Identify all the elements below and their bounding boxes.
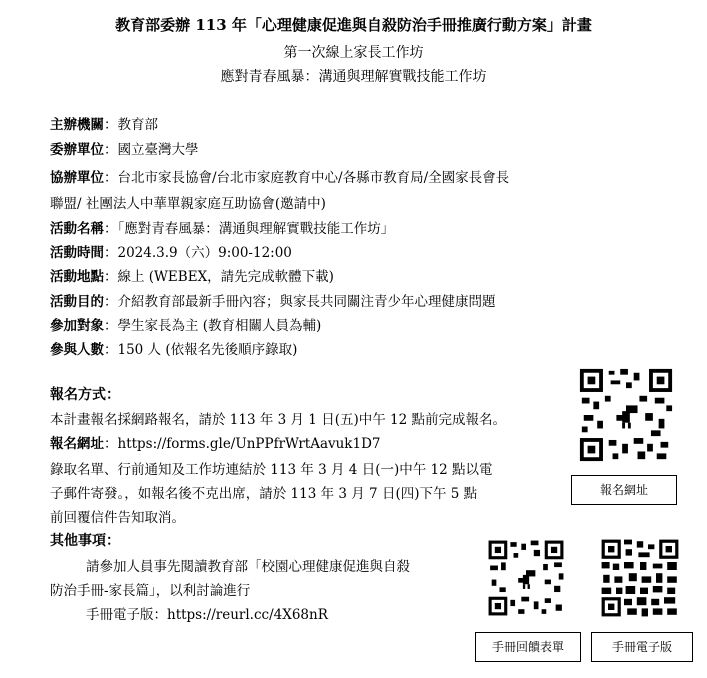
organizer-row [50, 113, 158, 133]
cooperating-value: ：台北市家長協會/台北市家庭教育中心/各縣市教育局/全國家長會長 [104, 170, 510, 186]
participant-count-row [50, 338, 297, 358]
page-subtitle-theme: 應對青春風暴：溝通與理解實戰技能工作坊 [220, 69, 487, 85]
notes-heading: 其他事項： [50, 533, 120, 549]
registration-deadline-text: 本計畫報名採網路報名，請於 113 年 3 月 1 日(五)中午 12 點前完成報名。 [50, 412, 506, 428]
registration-url-link[interactable]: ：https://forms.gle/UnPPfrWrtAavuk1D7 [104, 436, 381, 452]
commissioned-row [50, 138, 199, 158]
event-location-value: ：線上 (WEBEX，請先完成軟體下載) [104, 269, 334, 285]
organizer-value: ：教育部 [104, 117, 158, 133]
event-purpose-label: 活動目的 [50, 294, 104, 310]
cooperating-row-cont: 聯盟/ 社團法人中華單親家庭互助協會(邀請中) [50, 196, 326, 212]
page-subtitle-workshop: 第一次線上家長工作坊 [283, 45, 424, 61]
dinosaur-icon [515, 569, 537, 591]
page-title: 教育部委辦 113 年「心理健康促進與自殺防治手冊推廣行動方案」計畫 [115, 16, 592, 34]
event-location-label: 活動地點 [50, 269, 104, 285]
notes-text-2: 防治手冊-家長篇」，以利討論進行 [50, 583, 251, 599]
cooperating-label: 協辦單位 [50, 170, 104, 186]
event-purpose-value: ：介紹教育部最新手冊內容；與家長共同關注青少年心理健康問題 [104, 294, 496, 310]
registration-url-row [50, 432, 381, 452]
event-time-value: ：2024.3.9（六）9:00-12:00 [104, 245, 292, 261]
notification-text-3: 前回覆信件告知取消。 [50, 510, 185, 526]
cooperating-row [50, 166, 509, 186]
audience-label: 參加對象 [50, 318, 104, 334]
feedback-form-qr-caption: 手冊回饋表單 [475, 632, 581, 662]
audience-value: ：學生家長為主 (教育相關人員為輔) [104, 318, 322, 334]
event-time-row [50, 241, 292, 261]
participant-count-value: ：150 人 (依報名先後順序錄取) [104, 342, 298, 358]
event-name-row [50, 217, 394, 237]
registration-heading: 報名方式： [50, 387, 120, 403]
event-name-label: 活動名稱 [50, 221, 104, 237]
registration-url-label: 報名網址 [50, 436, 104, 452]
event-location-row [50, 265, 334, 285]
event-name-value: ：「應對青春風暴：溝通與理解實戰技能工作坊」 [104, 221, 395, 237]
event-purpose-row [50, 290, 496, 310]
ebook-qr-code[interactable] [600, 538, 680, 618]
ebook-link[interactable]: 手冊電子版：https://reurl.cc/4X68nR [86, 607, 328, 623]
organizer-label: 主辦機關 [50, 117, 104, 133]
audience-row [50, 314, 321, 334]
notification-text-2: 子郵件寄發。，如報名後不克出席，請於 113 年 3 月 7 日(四)下午 5 點 [50, 486, 478, 502]
commissioned-label: 委辦單位 [50, 142, 104, 158]
notification-text-1: 錄取名單、行前通知及工作坊連結於 113 年 3 月 4 日(一)中午 12 點以電 [50, 462, 493, 478]
dinosaur-icon [613, 403, 640, 430]
event-time-label: 活動時間 [50, 245, 104, 261]
feedback-form-qr-code[interactable] [487, 538, 565, 618]
ebook-qr-caption: 手冊電子版 [591, 632, 693, 662]
commissioned-value: ：國立臺灣大學 [104, 142, 199, 158]
registration-qr-caption: 報名網址 [571, 475, 677, 505]
registration-qr-code[interactable] [578, 366, 674, 464]
notes-text-1: 請參加人員事先閱讀教育部「校園心理健康促進與自殺 [86, 559, 410, 575]
participant-count-label: 參與人數 [50, 342, 104, 358]
